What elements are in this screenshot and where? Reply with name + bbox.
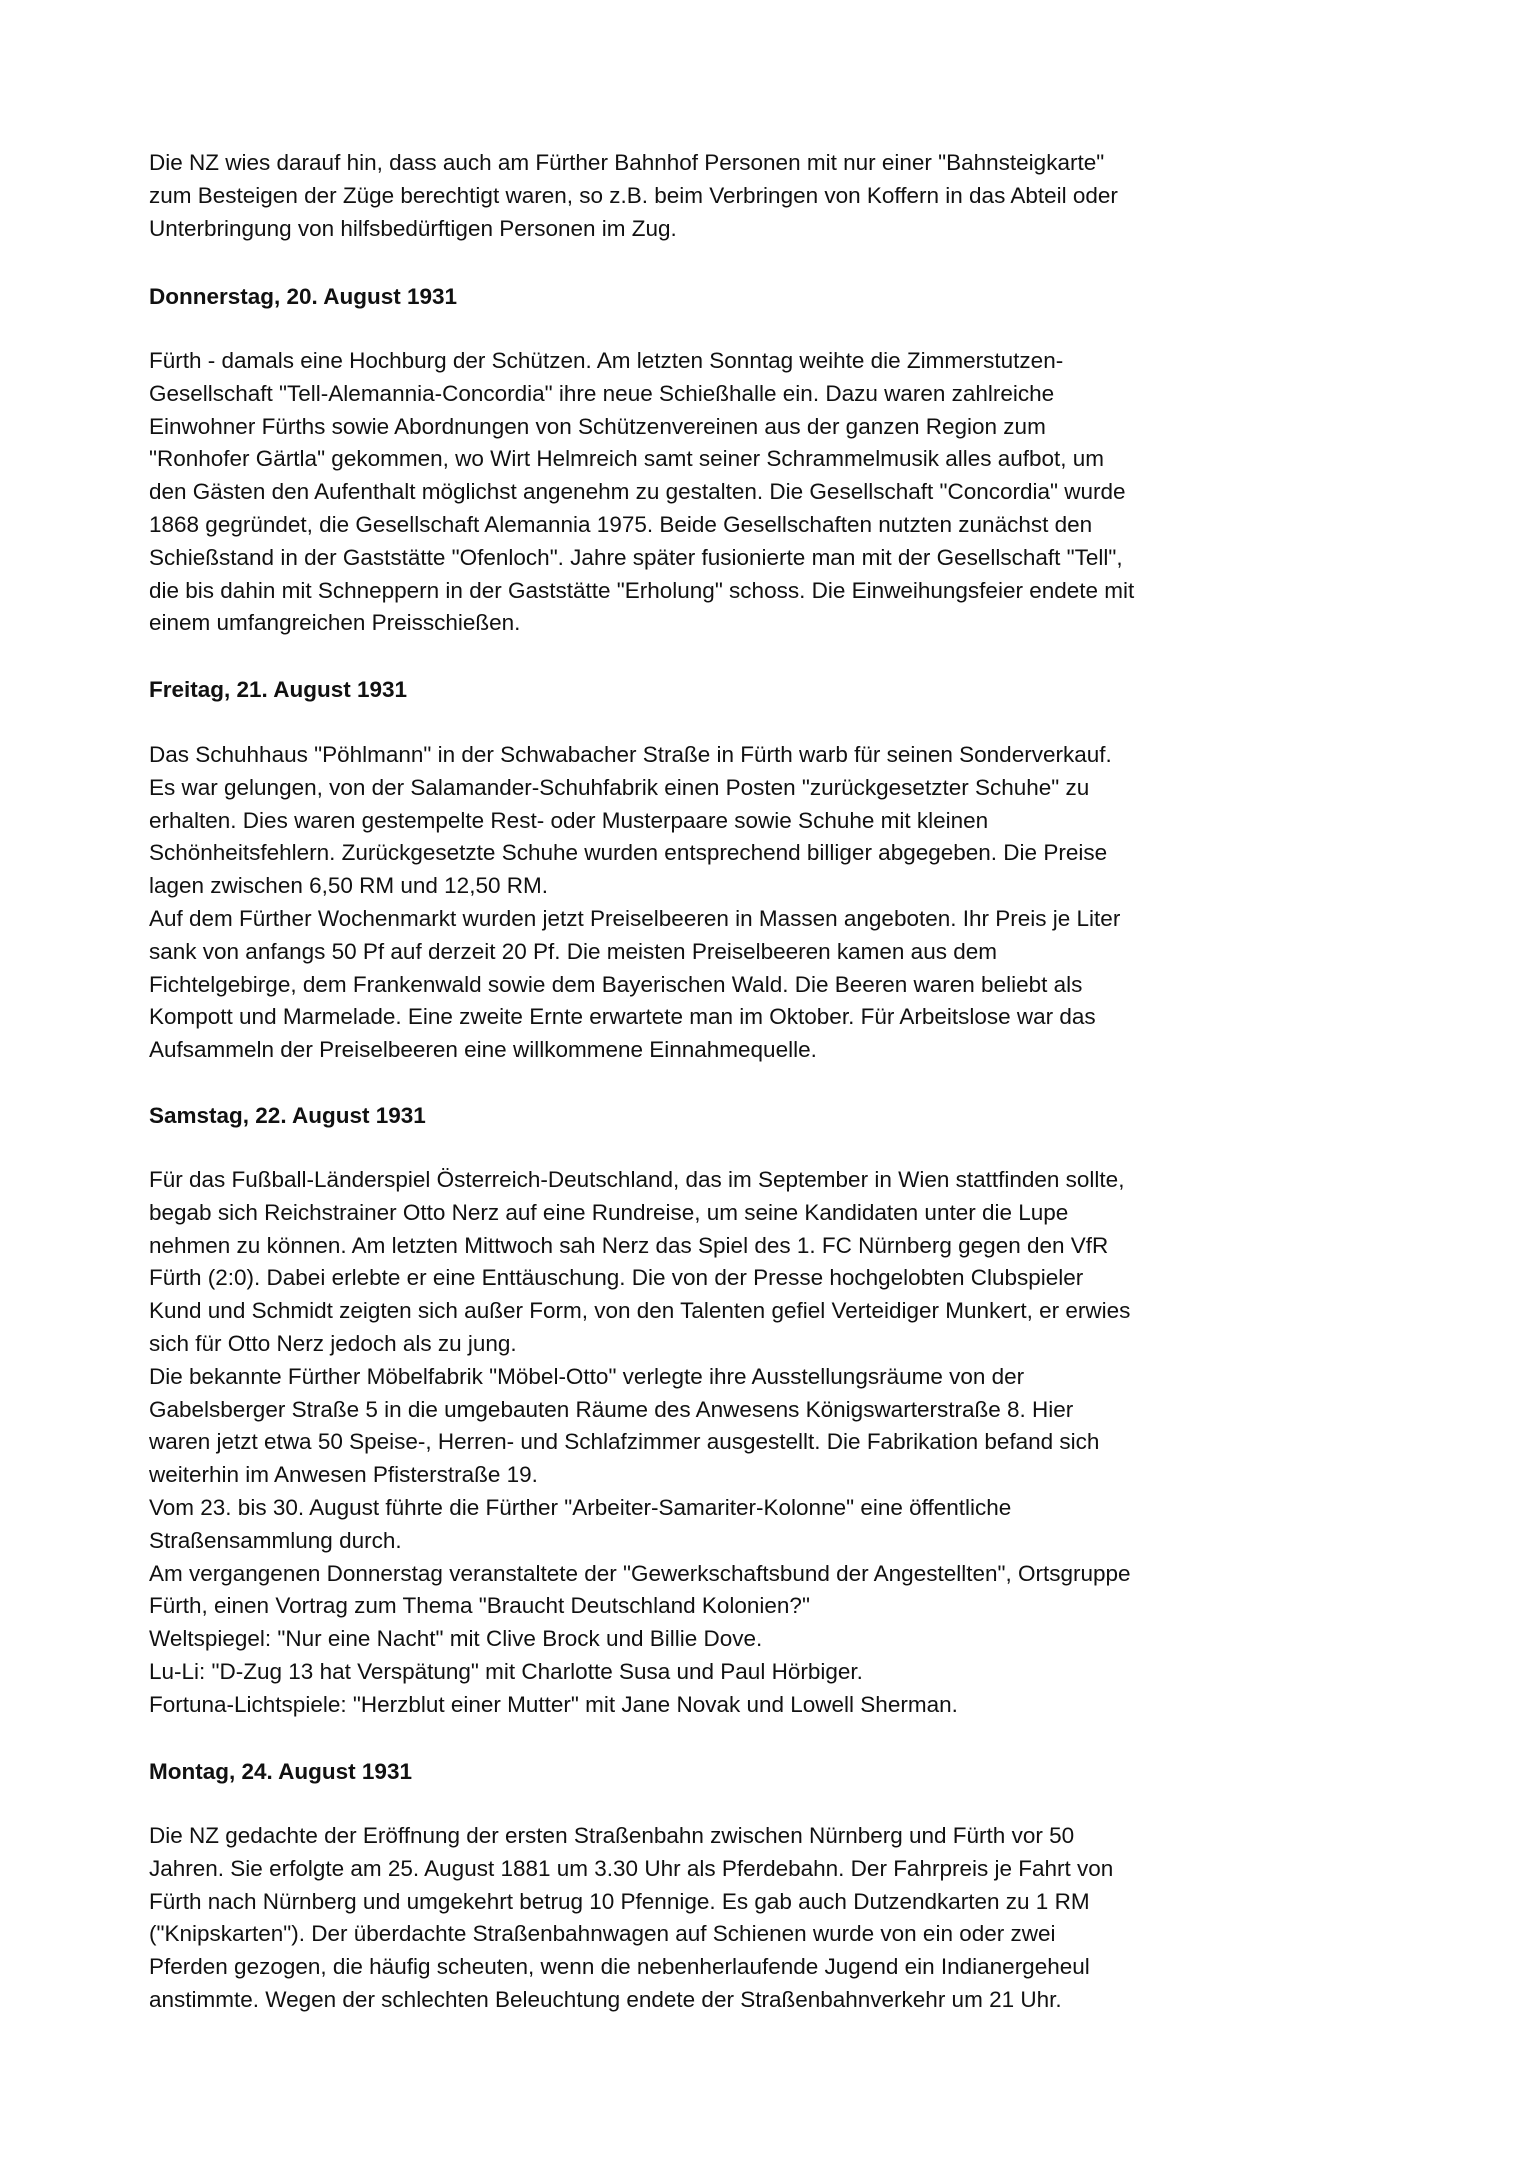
section-heading: Donnerstag, 20. August 1931 (149, 284, 458, 309)
section-body: Fürth - damals eine Hochburg der Schützen. Am letzten Sonntag weihte die Zimmerstutzen- Gesellschaft "Tell-Alemannia-Concordia" ihre neue Schießhalle ein. Dazu waren zahlreiche Einwohner Fürths sowie Abordnungen von Schützenvereinen aus der ganzen Region zum "Ronhofer Gärtla" gekommen, wo Wirt Helmreich samt seiner Schrammelmusik alles aufbot, um den Gästen den Aufenthalt möglichst angenehm zu gestalten. Die Gesellschaft "Concordia" wurde 1868 gegründet, die Gesellschaft Alemannia 1975. Beide Gesellschaften nutzten zunächst den Schießstand in der Gaststätte "Ofenloch". Jahre später fusionierte man mit der Gesellschaft "Tell", die bis dahin mit Schneppern in der Gaststätte "Erholung" schoss. Die Einweihungsfeier endete mit einem umfangreichen Preisschießen. (149, 348, 1135, 636)
section-body: Für das Fußball-Länderspiel Österreich-Deutschland, das im September in Wien stattfinden sollte, begab sich Reichstrainer Otto Nerz auf eine Rundreise, um seine Kandidaten unter die Lupe nehmen zu können. Am letzten Mittwoch sah Nerz das Spiel des 1. FC Nürnberg gegen den VfR Fürth (2:0). Dabei erlebte er eine Enttäuschung. Die von der Presse hochgelobten Clubspieler Kund und Schmidt zeigten sich außer Form, von den Talenten gefiel Verteidiger Munkert, er erwies sich für Otto Nerz jedoch als zu jung. Die bekannte Fürther Möbelfabrik "Möbel-Otto" verlegte ihre Ausstellungsräume von der Gabelsberger Straße 5 in die umgebauten Räume des Anwesens Königswarterstraße 8. Hier waren jetzt etwa 50 Speise-, Herren- und Schlafzimmer ausgestellt. Die Fabrikation befand sich weiterhin im Anwesen Pfisterstraße 19. Vom 23. bis 30. August führte die Fürther "Arbeiter-Samariter-Kolonne" eine öffentliche Straßensammlung durch. Am vergangenen Donnerstag veranstaltete der "Gewerkschaftsbund der Angestellten", Ortsgruppe Fürth, einen Vortrag zum Thema "Braucht Deutschland Kolonien?" Weltspiegel: "Nur eine Nacht" mit Clive Brock und Billie Dove. Lu-Li: "D-Zug 13 hat Verspätung" mit Charlotte Susa und Paul Hörbiger. Fortuna-Lichtspiele: "Herzblut einer Mutter" mit Jane Novak und Lowell Sherman. (149, 1167, 1131, 1717)
intro-paragraph: Die NZ wies darauf hin, dass auch am Fürther Bahnhof Personen mit nur einer "Bahnsteigkarte" zum Besteigen der Züge berechtigt waren, so z.B. beim Verbringen von Koffern in das Abteil oder Unterbringung von hilfsbedürftigen Personen im Zug. (149, 150, 1118, 241)
section-body: Die NZ gedachte der Eröffnung der ersten Straßenbahn zwischen Nürnberg und Fürth vor 50 Jahren. Sie erfolgte am 25. August 1881 um 3.30 Uhr als Pferdebahn. Der Fahrpreis je Fahrt von Fürth nach Nürnberg und umgekehrt betrug 10 Pfennige. Es gab auch Dutzendkarten zu 1 RM ("Knipskarten"). Der überdachte Straßenbahnwagen auf Schienen wurde von ein oder zwei Pferden gezogen, die häufig scheuten, wenn die nebenherlaufende Jugend ein Indianergeheul anstimmte. Wegen der schlechten Beleuchtung endete der Straßenbahnverkehr um 21 Uhr. (149, 1823, 1114, 2012)
section-body: Das Schuhhaus "Pöhlmann" in der Schwabacher Straße in Fürth warb für seinen Sonderverkauf. Es war gelungen, von der Salamander-Schuhfabrik einen Posten "zurückgesetzter Schuhe" zu erhalten. Dies waren gestempelte Rest- oder Musterpaare sowie Schuhe mit kleinen Schönheitsfehlern. Zurückgesetzte Schuhe wurden entsprechend billiger abgegeben. Die Preise lagen zwischen 6,50 RM und 12,50 RM. Auf dem Fürther Wochenmarkt wurden jetzt Preiselbeeren in Massen angeboten. Ihr Preis je Liter sank von anfangs 50 Pf auf derzeit 20 Pf. Die meisten Preiselbeeren kamen aus dem Fichtelgebirge, dem Frankenwald sowie dem Bayerischen Wald. Die Beeren waren beliebt als Kompott und Marmelade. Eine zweite Ernte erwartete man im Oktober. Für Arbeitslose war das Aufsammeln der Preiselbeeren eine willkommene Einnahmequelle. (149, 742, 1121, 1063)
section-heading: Montag, 24. August 1931 (149, 1759, 412, 1784)
section-heading: Freitag, 21. August 1931 (149, 677, 408, 702)
section-heading: Samstag, 22. August 1931 (149, 1103, 426, 1128)
